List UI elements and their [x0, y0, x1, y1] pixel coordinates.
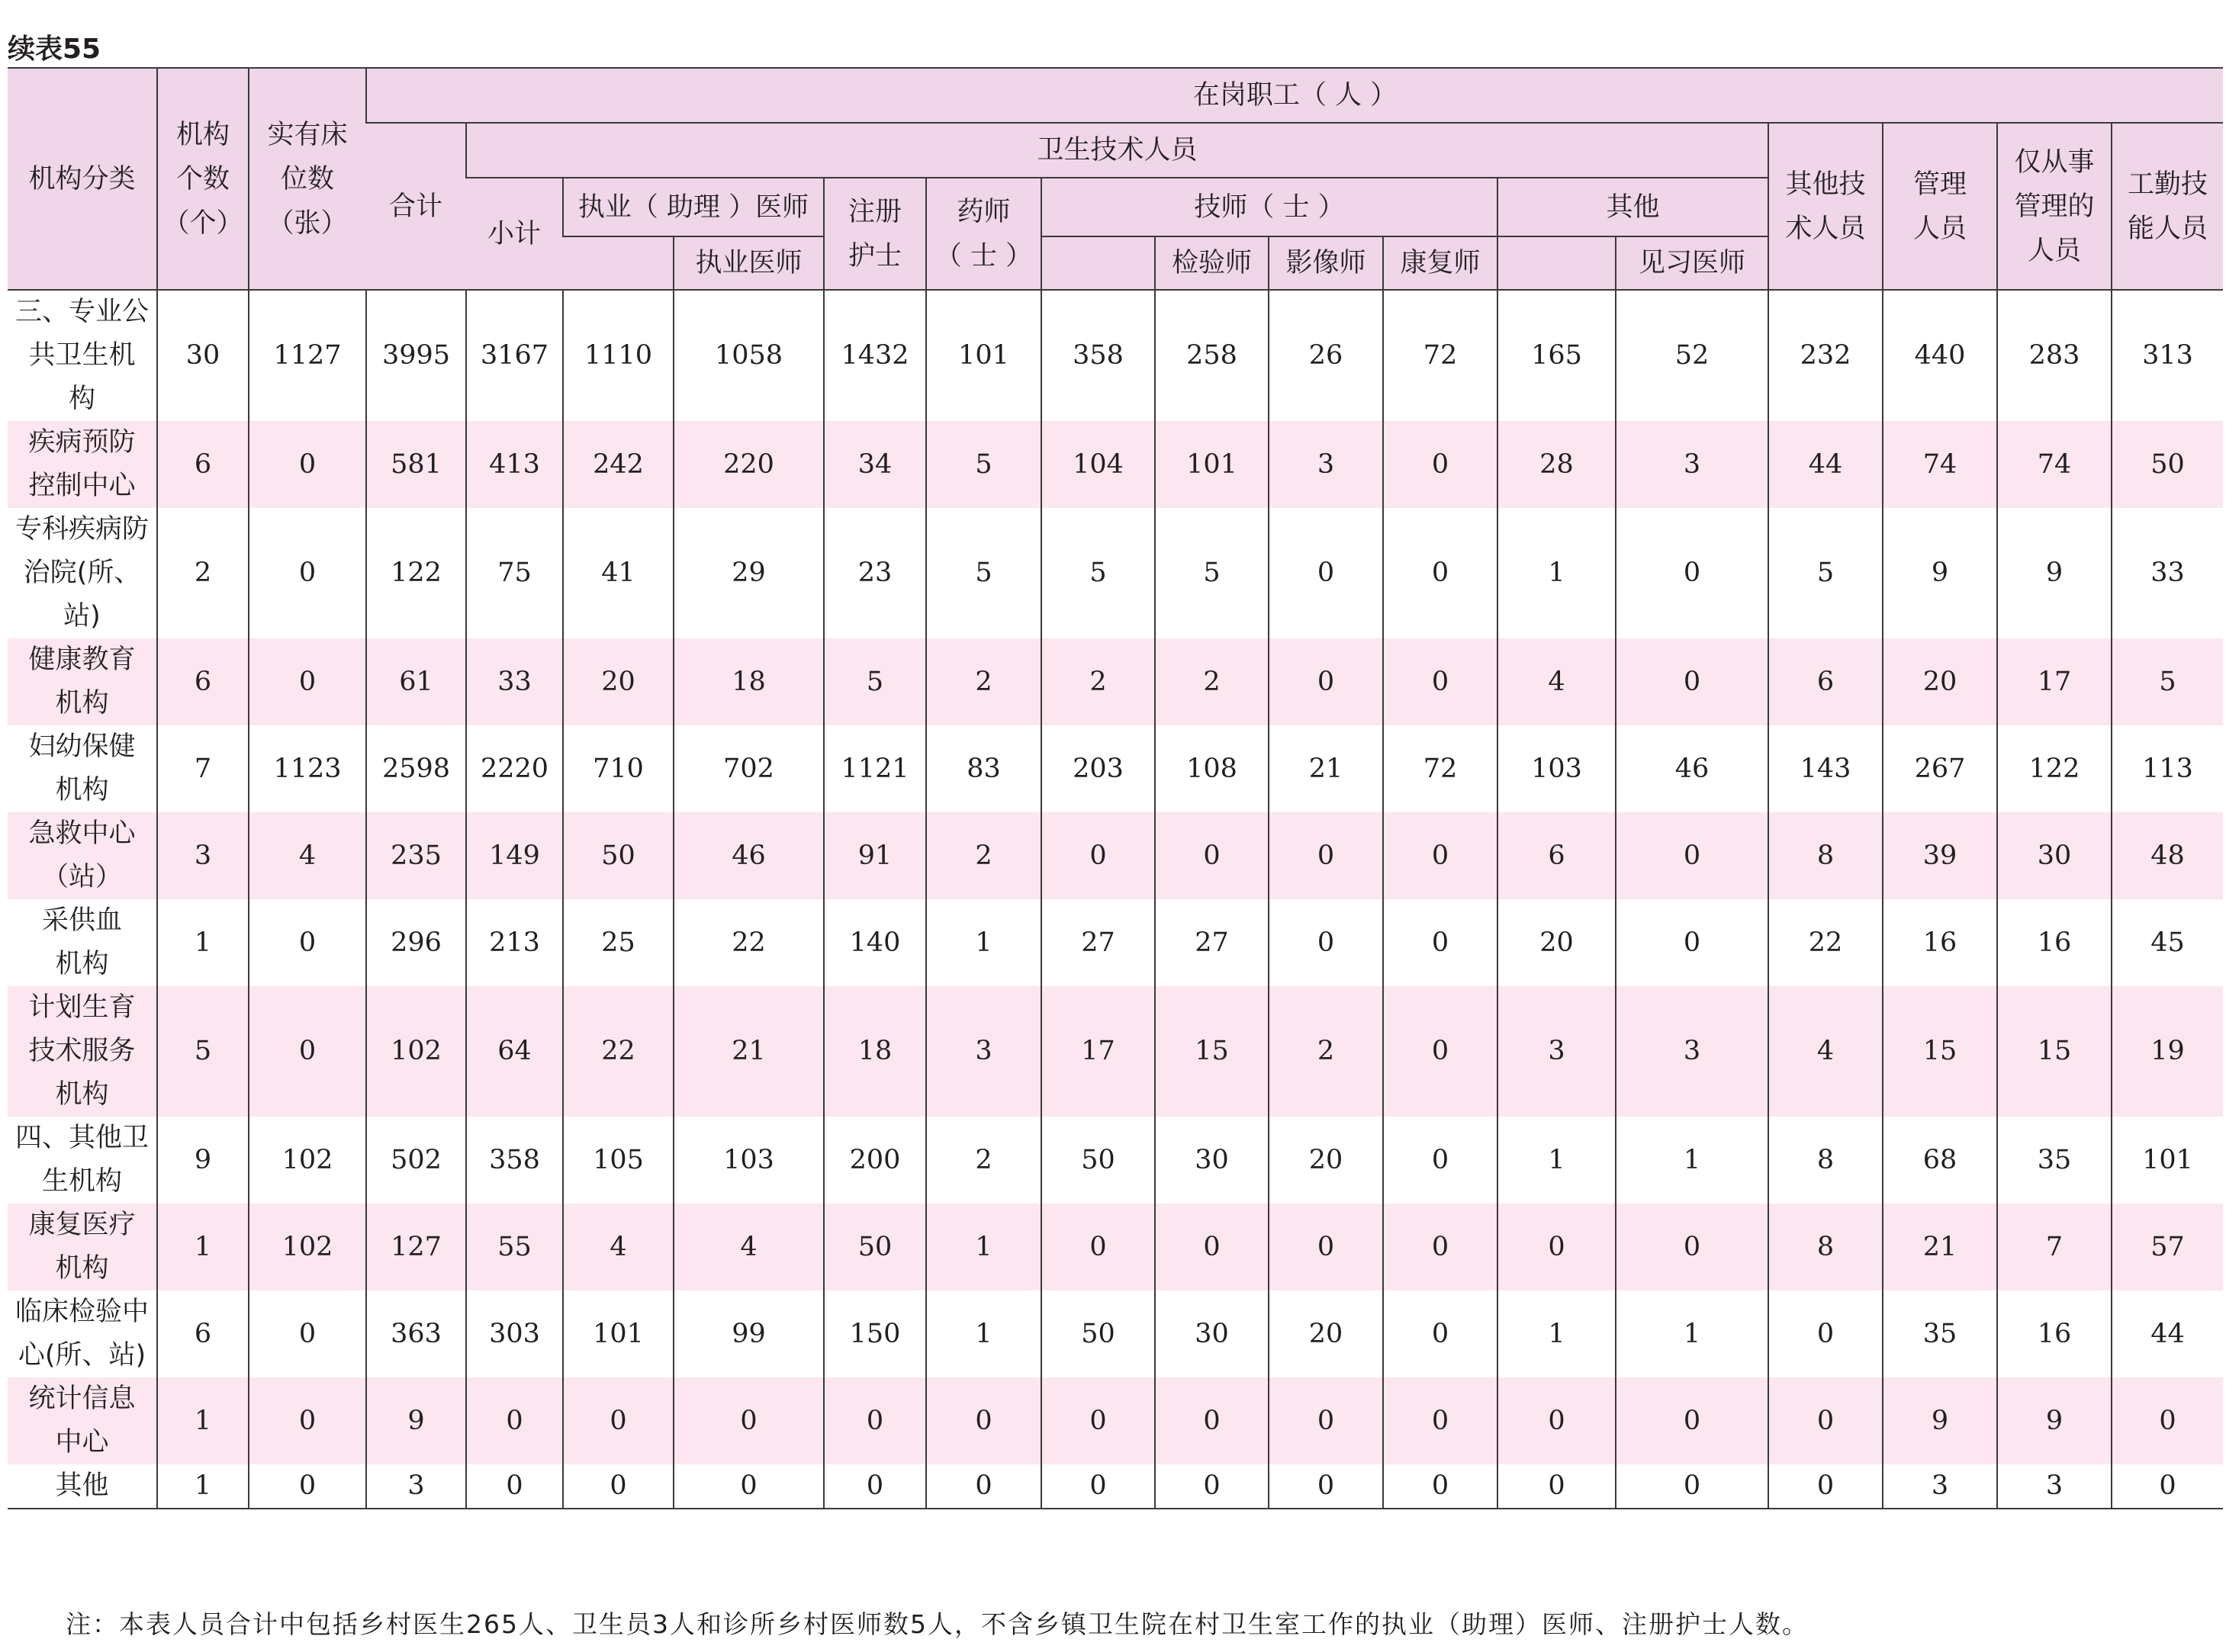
table-cell: 4 [249, 812, 366, 899]
table-cell: 21 [674, 986, 824, 1117]
table-cell: 0 [1768, 1377, 1883, 1464]
table-cell: 0 [2112, 1464, 2223, 1509]
table-cell: 23 [824, 508, 926, 638]
row-category: 专科疾病防 治院(所、 站) [14, 514, 149, 632]
table-row [8, 290, 2223, 421]
table-cell: 15 [1883, 986, 1997, 1117]
table-cell: 0 [1041, 812, 1155, 899]
table-row [8, 1117, 2223, 1204]
table-row [8, 725, 2223, 812]
table-cell: 0 [1269, 1377, 1383, 1464]
header-staff: 在岗职工（ 人 ） [366, 69, 2223, 123]
table-cell: 0 [1041, 1377, 1155, 1464]
table-cell: 20 [563, 638, 674, 725]
table-cell: 3 [1269, 421, 1383, 508]
table-cell: 220 [674, 421, 824, 508]
table-cell: 1058 [674, 290, 824, 421]
table-cell: 6 [1497, 812, 1616, 899]
table-cell: 413 [466, 421, 563, 508]
table-cell: 101 [563, 1290, 674, 1377]
table-row [8, 1377, 2223, 1464]
table-cell: 102 [249, 1204, 366, 1290]
row-category: 三、专业公 共卫生机 构 [14, 297, 149, 414]
table-cell: 19 [2112, 986, 2223, 1117]
table-cell: 113 [2112, 725, 2223, 812]
table-cell: 101 [926, 290, 1041, 421]
table-cell: 50 [563, 812, 674, 899]
table-cell: 0 [249, 1464, 366, 1509]
header-others: 其他 [1497, 178, 1768, 236]
table-cell: 0 [1269, 508, 1383, 638]
table-cell: 22 [563, 986, 674, 1117]
table-cell: 68 [1883, 1117, 1997, 1204]
table-cell: 8 [1768, 1117, 1883, 1204]
table-cell: 0 [1497, 1204, 1616, 1290]
table-cell: 150 [824, 1290, 926, 1377]
table-row [8, 812, 2223, 899]
table-cell: 2 [1041, 638, 1155, 725]
table-cell: 258 [1155, 290, 1269, 421]
table-cell: 15 [1997, 986, 2112, 1117]
table-row [8, 1204, 2223, 1290]
header-category: 机构分类 [8, 69, 157, 290]
table-cell: 64 [466, 986, 563, 1117]
table-cell: 200 [824, 1117, 926, 1204]
table-cell: 313 [2112, 290, 2223, 421]
table-cell: 0 [1155, 1377, 1269, 1464]
table-cell: 1 [157, 899, 249, 986]
table-cell: 18 [824, 986, 926, 1117]
table-cell: 303 [466, 1290, 563, 1377]
header-practicing-doctors: 执业（ 助理 ）医师 [563, 178, 824, 236]
table-cell: 0 [249, 638, 366, 725]
table-cell: 6 [157, 1290, 249, 1377]
table-cell: 27 [1041, 899, 1155, 986]
table-cell: 102 [249, 1117, 366, 1204]
table-cell: 0 [1616, 1204, 1768, 1290]
header-total: 合计 [366, 123, 466, 290]
header-lab: 检验师 [1155, 236, 1269, 290]
table-cell: 41 [563, 508, 674, 638]
table-cell: 0 [1616, 1377, 1768, 1464]
header-workers: 工勤技 能人员 [2112, 123, 2223, 290]
table-note: 注：本表人员合计中包括乡村医生265人、卫生员3人和诊所乡村医师数5人，不含乡镇卫生院在村卫生室工作的执业（助理）医师、注册护士人数。 [66, 1609, 1809, 1639]
table-cell: 21 [1269, 725, 1383, 812]
row-category: 疾病预防 控制中心 [8, 421, 157, 508]
table-cell: 45 [2112, 899, 2223, 986]
table-cell: 149 [466, 812, 563, 899]
table-cell: 358 [1041, 290, 1155, 421]
table-row [8, 899, 2223, 986]
table-cell: 1 [926, 1204, 1041, 1290]
table-cell: 0 [674, 1377, 824, 1464]
table-cell: 0 [1616, 508, 1768, 638]
table-cell: 9 [157, 1117, 249, 1204]
row-category: 康复医疗 机构 [8, 1204, 157, 1290]
table-cell: 4 [1768, 986, 1883, 1117]
table-cell: 0 [1155, 1464, 1269, 1509]
table-cell: 1 [157, 1464, 249, 1509]
table-cell: 103 [1497, 725, 1616, 812]
table-cell: 1 [1497, 1117, 1616, 1204]
table-cell: 83 [926, 725, 1041, 812]
table-cell: 55 [466, 1204, 563, 1290]
table-row [8, 1290, 2223, 1377]
table-cell: 0 [1383, 1290, 1497, 1377]
table-cell: 4 [563, 1204, 674, 1290]
table-cell: 9 [1997, 1377, 2112, 1464]
table-cell: 1 [1497, 1290, 1616, 1377]
table-cell: 213 [466, 899, 563, 986]
table-title: 续表55 [8, 34, 101, 65]
table-cell: 20 [1497, 899, 1616, 986]
table-cell: 0 [1269, 1204, 1383, 1290]
table-header [8, 69, 2223, 290]
table-cell: 0 [1383, 638, 1497, 725]
table-cell: 5 [2112, 638, 2223, 725]
table-cell: 0 [1616, 1464, 1768, 1509]
table-cell: 3 [157, 812, 249, 899]
table-cell: 7 [1997, 1204, 2112, 1290]
header-management: 管理 人员 [1883, 123, 1997, 290]
table-cell: 101 [1155, 421, 1269, 508]
table-cell: 0 [1616, 812, 1768, 899]
table-cell: 18 [674, 638, 824, 725]
table-cell: 363 [366, 1290, 466, 1377]
table-cell: 4 [674, 1204, 824, 1290]
table-cell: 1 [926, 899, 1041, 986]
table-body [8, 290, 2223, 1509]
table-cell: 2 [1269, 986, 1383, 1117]
table-cell: 25 [563, 899, 674, 986]
table-cell: 0 [1383, 1464, 1497, 1509]
table-cell: 122 [1997, 725, 2112, 812]
table-cell: 3 [1616, 986, 1768, 1117]
table-cell: 50 [2112, 421, 2223, 508]
table-cell: 440 [1883, 290, 1997, 421]
table-cell: 0 [2112, 1377, 2223, 1464]
header-technicians: 技师（ 士 ） [1041, 178, 1497, 236]
table-cell: 0 [563, 1377, 674, 1464]
table-cell: 0 [249, 508, 366, 638]
table-cell: 103 [674, 1117, 824, 1204]
table-cell: 165 [1497, 290, 1616, 421]
table-cell: 2598 [366, 725, 466, 812]
row-category: 妇幼保健 机构 [28, 731, 136, 805]
table-cell: 46 [674, 812, 824, 899]
table-cell: 28 [1497, 421, 1616, 508]
table-cell: 0 [1616, 638, 1768, 725]
table-cell: 3 [1497, 986, 1616, 1117]
table-cell: 0 [1269, 899, 1383, 986]
table-cell: 0 [1041, 1464, 1155, 1509]
table-cell: 57 [2112, 1204, 2223, 1290]
table-cell: 203 [1041, 725, 1155, 812]
table-cell: 3 [1616, 421, 1768, 508]
table-cell: 3 [366, 1464, 466, 1509]
table-row [8, 986, 2223, 1117]
table-cell: 74 [1883, 421, 1997, 508]
table-cell: 20 [1883, 638, 1997, 725]
table-cell: 5 [157, 986, 249, 1117]
header-beds: 实有床 位数 （张） [249, 69, 366, 290]
table-cell: 0 [824, 1377, 926, 1464]
table-cell: 44 [2112, 1290, 2223, 1377]
table-cell: 0 [249, 1290, 366, 1377]
table-cell: 35 [1883, 1290, 1997, 1377]
table-cell: 5 [1768, 508, 1883, 638]
table-cell: 3 [926, 986, 1041, 1117]
table-cell: 1 [157, 1204, 249, 1290]
table-cell: 3167 [466, 290, 563, 421]
table-cell: 102 [366, 986, 466, 1117]
table-cell: 0 [1383, 899, 1497, 986]
table-cell: 0 [249, 899, 366, 986]
table-cell: 0 [926, 1377, 1041, 1464]
header-licensed-doctors: 执业医师 [674, 236, 824, 290]
table-cell: 46 [1616, 725, 1768, 812]
table-cell: 4 [1497, 638, 1616, 725]
table-cell: 296 [366, 899, 466, 986]
table-cell: 8 [1768, 812, 1883, 899]
table-cell: 1121 [824, 725, 926, 812]
table-cell: 235 [366, 812, 466, 899]
table-cell: 9 [366, 1377, 466, 1464]
table-cell: 0 [1768, 1464, 1883, 1509]
table-cell: 0 [1383, 812, 1497, 899]
header-pharmacists: 药师 （ 士 ） [926, 178, 1041, 290]
staff-table [8, 69, 2223, 1509]
table-cell: 502 [366, 1117, 466, 1204]
table-cell: 29 [674, 508, 824, 638]
table-cell: 5 [1155, 508, 1269, 638]
table-cell: 5 [1041, 508, 1155, 638]
table-row [8, 508, 2223, 638]
table-cell: 7 [157, 725, 249, 812]
table-cell: 52 [1616, 290, 1768, 421]
table-cell: 0 [1616, 899, 1768, 986]
table-cell: 127 [366, 1204, 466, 1290]
table-cell: 22 [674, 899, 824, 986]
table-cell: 20 [1269, 1117, 1383, 1204]
table-cell: 0 [1497, 1464, 1616, 1509]
table-cell: 33 [2112, 508, 2223, 638]
table-cell: 0 [1269, 638, 1383, 725]
table-cell: 8 [1768, 1204, 1883, 1290]
table-cell: 44 [1768, 421, 1883, 508]
table-cell: 30 [157, 290, 249, 421]
table-cell: 39 [1883, 812, 1997, 899]
row-category: 统计信息 中心 [8, 1377, 157, 1464]
table-cell: 0 [1768, 1290, 1883, 1377]
table-cell: 0 [674, 1464, 824, 1509]
header-nurses: 注册 护士 [824, 178, 926, 290]
table-cell: 108 [1155, 725, 1269, 812]
header-blank-2 [1041, 236, 1155, 290]
table-cell: 16 [1883, 899, 1997, 986]
table-cell: 72 [1383, 725, 1497, 812]
table-cell: 1 [926, 1290, 1041, 1377]
table-cell: 122 [366, 508, 466, 638]
table-cell: 15 [1155, 986, 1269, 1117]
table-cell: 5 [926, 508, 1041, 638]
table-cell: 105 [563, 1117, 674, 1204]
table-cell: 2 [926, 1117, 1041, 1204]
table-cell: 30 [1155, 1117, 1269, 1204]
table-cell: 21 [1883, 1204, 1997, 1290]
row-category: 其他 [8, 1464, 157, 1509]
table-cell: 1 [1616, 1117, 1768, 1204]
table-cell: 0 [249, 1377, 366, 1464]
table-cell: 27 [1155, 899, 1269, 986]
table-cell: 50 [824, 1204, 926, 1290]
table-cell: 1432 [824, 290, 926, 421]
table-cell: 50 [1041, 1290, 1155, 1377]
header-mgmt-only: 仅从事 管理的 人员 [1997, 123, 2112, 290]
table-cell: 6 [1768, 638, 1883, 725]
row-category: 临床检验中 心(所、站) [14, 1297, 149, 1371]
table-cell: 3995 [366, 290, 466, 421]
row-category: 采供血 机构 [41, 905, 122, 979]
table-row [8, 421, 2223, 508]
table-cell: 0 [466, 1377, 563, 1464]
table-cell: 0 [926, 1464, 1041, 1509]
header-health-tech: 卫生技术人员 [466, 123, 1768, 178]
table-cell: 0 [824, 1464, 926, 1509]
table-cell: 0 [563, 1464, 674, 1509]
table-cell: 267 [1883, 725, 1997, 812]
table-cell: 2220 [466, 725, 563, 812]
table-cell: 75 [466, 508, 563, 638]
table-cell: 1127 [249, 290, 366, 421]
table-cell: 0 [1155, 812, 1269, 899]
table-cell: 2 [157, 508, 249, 638]
table-cell: 710 [563, 725, 674, 812]
table-row [8, 638, 2223, 725]
table-cell: 1110 [563, 290, 674, 421]
table-cell: 2 [1155, 638, 1269, 725]
table-cell: 1 [1616, 1290, 1768, 1377]
table-cell: 5 [926, 421, 1041, 508]
table-cell: 6 [157, 421, 249, 508]
table-cell: 0 [1383, 1377, 1497, 1464]
table-cell: 0 [249, 986, 366, 1117]
row-category: 健康教育 机构 [8, 638, 157, 725]
table-cell: 74 [1997, 421, 2112, 508]
table-cell: 283 [1997, 290, 2112, 421]
table-cell: 0 [249, 421, 366, 508]
table-cell: 17 [1041, 986, 1155, 1117]
table-cell: 22 [1768, 899, 1883, 986]
table-cell: 0 [1269, 1464, 1383, 1509]
table-cell: 358 [466, 1117, 563, 1204]
table-cell: 0 [1383, 508, 1497, 638]
table-cell: 0 [1155, 1204, 1269, 1290]
table-cell: 0 [1383, 1117, 1497, 1204]
table-cell: 1123 [249, 725, 366, 812]
header-intern-doctors: 见习医师 [1616, 236, 1768, 290]
table-cell: 9 [1883, 508, 1997, 638]
table-cell: 0 [466, 1464, 563, 1509]
table-cell: 242 [563, 421, 674, 508]
table-cell: 2 [926, 812, 1041, 899]
row-category: 四、其他卫 生机构 [14, 1123, 149, 1197]
header-imaging: 影像师 [1269, 236, 1383, 290]
table-cell: 16 [1997, 1290, 2112, 1377]
row-category: 计划生育 技术服务 机构 [8, 986, 157, 1117]
table-row [8, 1464, 2223, 1509]
table-cell: 99 [674, 1290, 824, 1377]
header-subtotal: 小计 [466, 178, 563, 290]
table-cell: 232 [1768, 290, 1883, 421]
table-cell: 0 [1269, 812, 1383, 899]
table-cell: 33 [466, 638, 563, 725]
table-cell: 91 [824, 812, 926, 899]
table-cell: 17 [1997, 638, 2112, 725]
header-blank-1 [563, 236, 674, 290]
header-blank-3 [1497, 236, 1616, 290]
table-cell: 104 [1041, 421, 1155, 508]
table-cell: 0 [1041, 1204, 1155, 1290]
table-cell: 0 [1383, 1204, 1497, 1290]
table-cell: 0 [1383, 986, 1497, 1117]
table-cell: 140 [824, 899, 926, 986]
table-cell: 61 [366, 638, 466, 725]
table-cell: 101 [2112, 1117, 2223, 1204]
table-cell: 48 [2112, 812, 2223, 899]
table-cell: 72 [1383, 290, 1497, 421]
table-cell: 6 [157, 638, 249, 725]
table-cell: 0 [1383, 421, 1497, 508]
table-cell: 50 [1041, 1117, 1155, 1204]
table-cell: 20 [1269, 1290, 1383, 1377]
header-institutions: 机构 个数 （个） [157, 69, 249, 290]
row-category: 急救中心 （站） [8, 812, 157, 899]
table-cell: 35 [1997, 1117, 2112, 1204]
table-cell: 702 [674, 725, 824, 812]
table-cell: 5 [824, 638, 926, 725]
table-cell: 9 [1997, 508, 2112, 638]
header-other-tech: 其他技 术人员 [1768, 123, 1883, 290]
table-cell: 581 [366, 421, 466, 508]
table-cell: 30 [1155, 1290, 1269, 1377]
table-cell: 0 [1497, 1377, 1616, 1464]
table-cell: 3 [1997, 1464, 2112, 1509]
table-cell: 26 [1269, 290, 1383, 421]
table-cell: 16 [1997, 899, 2112, 986]
header-rehab: 康复师 [1383, 236, 1497, 290]
table-cell: 143 [1768, 725, 1883, 812]
table-cell: 9 [1883, 1377, 1997, 1464]
table-cell: 1 [157, 1377, 249, 1464]
table-cell: 30 [1997, 812, 2112, 899]
table-cell: 1 [1497, 508, 1616, 638]
table-cell: 34 [824, 421, 926, 508]
table-cell: 3 [1883, 1464, 1997, 1509]
table-cell: 2 [926, 638, 1041, 725]
